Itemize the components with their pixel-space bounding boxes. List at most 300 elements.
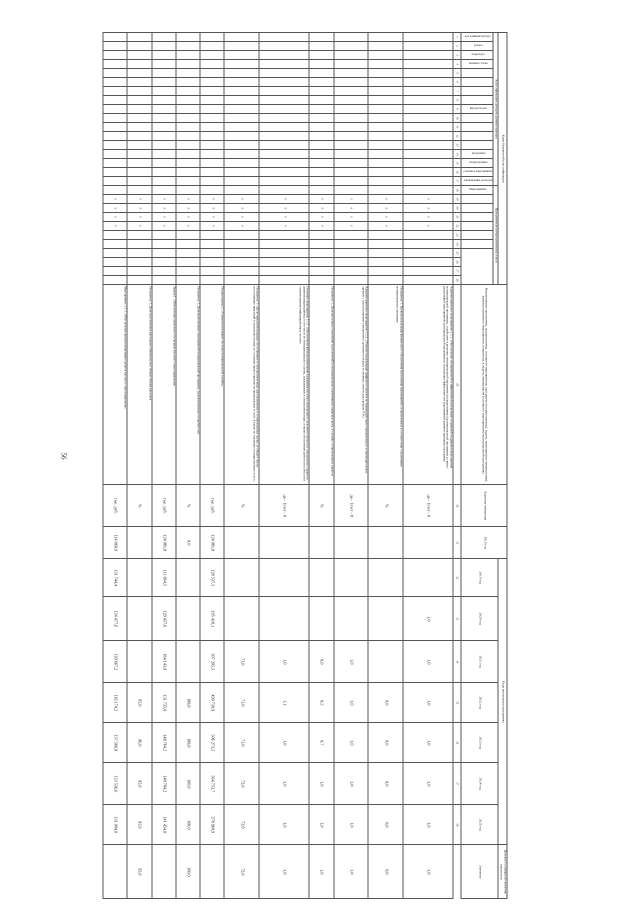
year-value-cell: 1,0 (403, 641, 453, 683)
code-cell (103, 177, 127, 186)
year-value-cell: 100,0 (176, 805, 200, 845)
column-number: 13 (453, 141, 461, 150)
column-number: 37 (453, 763, 461, 805)
unit-cell: тыс. руб. (103, 485, 127, 527)
code-cell (127, 276, 151, 285)
code-cell (259, 60, 309, 69)
code-cell (200, 51, 224, 60)
code-cell (368, 33, 403, 42)
code-cell (309, 42, 333, 51)
code-cell (200, 105, 224, 114)
year-value-cell: 499 730,9 (200, 683, 224, 723)
code-cell (259, 150, 309, 159)
year-value-cell: 1,0 (309, 805, 333, 845)
row-description: Основное мероприятие 1.1.3. «Обеспечение функционирования и развития системы электронного документооборота и электронных сервисов администрации района, в том числе по муниципальным услугам, оказываемым в электронном виде, а также обеспечение работоспособности и сопровождения информационных систем» (259, 285, 309, 485)
code-cell (259, 168, 309, 177)
code-cell (368, 123, 403, 132)
code-cell (152, 123, 176, 132)
table-body (103, 33, 453, 899)
year-value-cell: 100,0 (176, 683, 200, 723)
unit-column-header: Единица измерения (461, 485, 507, 527)
unit-cell: тыс. руб. (152, 485, 176, 527)
code-cell: 0 (403, 222, 453, 231)
year-value-cell: 71,0 (224, 641, 259, 683)
column-number: 27 (453, 267, 461, 276)
code-cell (176, 141, 200, 150)
code-cell (127, 159, 151, 168)
code-cell (127, 105, 151, 114)
code-cell: 4 (200, 204, 224, 213)
unit-cell: % (309, 485, 333, 527)
code-cell (152, 78, 176, 87)
year-value-cell: 1,0 (334, 805, 369, 845)
year-value-cell: 278 960,9 (200, 805, 224, 845)
code-cell: 0 (224, 222, 259, 231)
result-value-cell (103, 845, 127, 899)
table-row (200, 33, 224, 899)
code-cell (403, 42, 453, 51)
code-cell (309, 150, 333, 159)
year-value-cell: 100,0 (176, 763, 200, 805)
code-cell (368, 114, 403, 123)
code-cell (403, 123, 453, 132)
code-cell (152, 258, 176, 267)
code-cell (127, 87, 151, 96)
code-cell (334, 150, 369, 159)
year-value-cell: 1,0 (334, 763, 369, 805)
code-cell (103, 33, 127, 42)
code-cell (259, 78, 309, 87)
code-cell (224, 177, 259, 186)
year-value-cell (224, 597, 259, 641)
year-value-cell: 195 418,1 (200, 597, 224, 641)
code-cell: 0 (127, 222, 151, 231)
year-value-cell: 100,0 (176, 723, 200, 763)
year-value-cell: 1,0 (403, 763, 453, 805)
base-year-header: 2018 год (461, 527, 507, 559)
code-cell (152, 249, 176, 258)
year-value-cell (127, 559, 151, 597)
table-row (127, 33, 151, 899)
code-cell (176, 105, 200, 114)
year-value-cell: 116 174,2 (103, 683, 127, 723)
adm-code-column-header (461, 78, 493, 87)
column-numbers-row (453, 33, 461, 899)
column-number: 28 (453, 276, 461, 285)
code-cell (176, 159, 200, 168)
column-number: 29 (453, 285, 461, 485)
year-value-cell (224, 559, 259, 597)
code-cell (152, 114, 176, 123)
table-row (224, 33, 259, 899)
code-cell (200, 132, 224, 141)
table-row (152, 33, 176, 899)
code-cell (259, 267, 309, 276)
code-cell (127, 42, 151, 51)
year-value-cell: 1,0 (259, 641, 309, 683)
column-number: 32 (453, 559, 461, 597)
code-cell (200, 69, 224, 78)
row-description: Мероприятие 1.1.1. «Обеспечение функционирования органов местного самоуправления» (103, 285, 127, 485)
column-number: 3 (453, 51, 461, 60)
code-cell (368, 78, 403, 87)
adm-code-column-header (461, 114, 493, 123)
year-value-cell: 1,1 (259, 683, 309, 723)
code-cell (368, 60, 403, 69)
result-value-cell: 1,0 (259, 845, 309, 899)
adm-code-column-header (461, 105, 493, 114)
code-cell (176, 150, 200, 159)
code-cell: 4 (176, 204, 200, 213)
code-cell (403, 276, 453, 285)
year-header: 2025 год (461, 805, 498, 845)
code-cell (309, 78, 333, 87)
code-cell (152, 186, 176, 195)
code-cell: 0 (176, 222, 200, 231)
code-cell (368, 105, 403, 114)
column-number: 22 (453, 222, 461, 231)
year-value-cell: 1,0 (403, 683, 453, 723)
code-cell (103, 105, 127, 114)
code-cell (224, 87, 259, 96)
base-value-cell (368, 527, 403, 559)
code-cell: 0 (127, 213, 151, 222)
code-cell (403, 249, 453, 258)
code-cell: 0 (200, 195, 224, 204)
prog-code-column-header (461, 168, 493, 177)
year-value-cell: 95,0 (127, 683, 151, 723)
code-cell (200, 150, 224, 159)
code-cell (200, 123, 224, 132)
code-cell (403, 60, 453, 69)
code-cell (224, 276, 259, 285)
code-cell (403, 114, 453, 123)
code-cell (127, 132, 151, 141)
code-cell (152, 231, 176, 240)
code-cell (403, 240, 453, 249)
code-cell (403, 105, 453, 114)
unit-cell: да - 1/нет - 0 (334, 485, 369, 527)
year-value-cell (259, 559, 309, 597)
row-description: Показатель 1. «Доля заявлений граждан, поступивших в электронном виде, рассмотренных в установленные сроки, от общего числа поступивших заявлений в электронном виде, по которым предоставлены муниципальные услуги, а также по оказанию государственных услуг» (224, 285, 259, 485)
code-cell: 0 (103, 222, 127, 231)
code-cell (103, 141, 127, 150)
code-cell (309, 69, 333, 78)
year-value-cell: 137 566,0 (103, 723, 127, 763)
unit-cell: % (176, 485, 200, 527)
year-value-cell: 0,7 (309, 723, 333, 763)
code-cell (403, 168, 453, 177)
code-cell (176, 78, 200, 87)
adm-code-column-label: вид расходов (469, 106, 487, 111)
code-cell (200, 33, 224, 42)
code-cell (127, 123, 151, 132)
code-cell (152, 168, 176, 177)
code-cell (152, 141, 176, 150)
code-cell (259, 258, 309, 267)
page-number: 56 (59, 452, 68, 460)
code-cell (224, 141, 259, 150)
code-cell (334, 159, 369, 168)
code-cell (368, 141, 403, 150)
code-cell: 4 (259, 204, 309, 213)
code-cell (152, 105, 176, 114)
year-header: 2023 год (461, 723, 498, 763)
code-cell (309, 186, 333, 195)
column-number: 14 (453, 150, 461, 159)
code-cell (152, 42, 176, 51)
code-cell (176, 231, 200, 240)
code-cell (103, 132, 127, 141)
code-cell (127, 249, 151, 258)
code-cell (224, 159, 259, 168)
code-cell (200, 60, 224, 69)
unit-cell: % (127, 485, 151, 527)
program-indicators-table (103, 32, 508, 899)
code-cell (309, 60, 333, 69)
code-cell (103, 276, 127, 285)
prog-code-column-header (461, 186, 493, 195)
code-cell (368, 249, 403, 258)
code-cell (103, 267, 127, 276)
column-number: 36 (453, 723, 461, 763)
code-cell (368, 186, 403, 195)
year-header: 2022 год (461, 683, 498, 723)
code-cell (403, 51, 453, 60)
table-row (103, 33, 127, 899)
code-cell: 0 (152, 213, 176, 222)
table-row (403, 33, 453, 899)
table-row (334, 33, 369, 899)
code-cell (103, 42, 127, 51)
code-cell: 0 (176, 213, 200, 222)
code-cell (152, 69, 176, 78)
code-cell (152, 150, 176, 159)
unit-cell: да - 1/нет - 0 (403, 485, 453, 527)
code-cell (259, 132, 309, 141)
code-cell (103, 78, 127, 87)
code-cell (334, 96, 369, 105)
codes-group-header: Коды бюджетной классификации (498, 33, 507, 285)
code-cell (334, 249, 369, 258)
prog-group-header: Программная (непрограммная) статья (493, 186, 498, 285)
code-cell: 0 (259, 195, 309, 204)
column-number: 18 (453, 186, 461, 195)
code-cell (176, 258, 200, 267)
code-cell: 0 (403, 213, 453, 222)
year-value-cell (368, 597, 403, 641)
code-cell (152, 96, 176, 105)
code-cell (259, 42, 309, 51)
result-value-cell: 72,0 (224, 845, 259, 899)
year-value-cell (259, 597, 309, 641)
column-number: 34 (453, 641, 461, 683)
column-number: 21 (453, 213, 461, 222)
name-column-header: Наименование программы, подпрограммы, основного мероприятия, программы (подпрограммы), задачи, мероприятия (направления), административного мероприятия, показателя, в задачи, мероприятия (основного мероприятия) муниципальной программы (461, 285, 507, 485)
result-value-cell (152, 845, 176, 899)
code-cell (259, 87, 309, 96)
code-cell (176, 33, 200, 42)
result-value-cell: 1,0 (334, 845, 369, 899)
code-cell (127, 258, 151, 267)
year-value-cell: 0,0 (368, 723, 403, 763)
code-cell (368, 132, 403, 141)
code-cell (259, 114, 309, 123)
column-number: 10 (453, 114, 461, 123)
code-cell (259, 141, 309, 150)
code-cell (334, 87, 369, 96)
column-number: 25 (453, 249, 461, 258)
code-cell (403, 78, 453, 87)
adm-code-column-header (461, 51, 493, 60)
code-cell (127, 51, 151, 60)
code-cell (368, 267, 403, 276)
year-value-cell: 131 744,4 (103, 559, 127, 597)
code-cell (403, 96, 453, 105)
year-value-cell: 1,0 (259, 723, 309, 763)
code-cell (103, 249, 127, 258)
code-cell (368, 87, 403, 96)
year-value-cell (334, 559, 369, 597)
code-cell: 0 (103, 213, 127, 222)
code-cell (368, 177, 403, 186)
prog-code-column-header (461, 231, 493, 240)
code-cell (309, 105, 333, 114)
table-row (259, 33, 309, 899)
code-cell (224, 42, 259, 51)
year-value-cell: 1,0 (334, 683, 369, 723)
code-cell (403, 267, 453, 276)
year-value-cell: 124 477,6 (103, 597, 127, 641)
code-cell: 4 (152, 204, 176, 213)
code-cell (224, 105, 259, 114)
code-cell (152, 276, 176, 285)
year-value-cell: 1,0 (403, 723, 453, 763)
code-cell (200, 177, 224, 186)
adm-code-column-label: целевая статья (468, 61, 488, 66)
code-cell (224, 96, 259, 105)
code-cell (127, 231, 151, 240)
code-cell (103, 159, 127, 168)
year-value-cell: 133 536,6 (103, 763, 127, 805)
result-value-cell: 1,0 (309, 845, 333, 899)
code-cell (334, 186, 369, 195)
code-cell (334, 276, 369, 285)
code-cell (200, 96, 224, 105)
code-cell (259, 105, 309, 114)
code-cell (334, 78, 369, 87)
adm-code-column-header (461, 123, 493, 132)
code-cell (152, 240, 176, 249)
year-header: 2020 год (461, 597, 498, 641)
unit-cell: % (224, 485, 259, 527)
year-value-cell (176, 597, 200, 641)
code-cell (103, 231, 127, 240)
year-value-cell: 1,0 (259, 805, 309, 845)
column-number: 19 (453, 195, 461, 204)
code-cell (103, 69, 127, 78)
code-cell (103, 186, 127, 195)
code-cell (103, 114, 127, 123)
adm-code-column-label: подраздел (471, 52, 485, 57)
code-cell (200, 276, 224, 285)
code-cell (127, 168, 151, 177)
code-cell: 0 (368, 222, 403, 231)
column-number: 12 (453, 132, 461, 141)
code-cell (127, 267, 151, 276)
code-cell (127, 69, 151, 78)
row-description: Административное мероприятие 1.1.2. «Участие в реализации цифрового проекта по взаимодействию учредительных и законодательных органов с использованием электронного документооборота и смежных систем для органов ГОС» (334, 285, 369, 485)
year-value-cell: 131 094,0 (103, 805, 127, 845)
base-value-cell: 124 981,8 (152, 527, 176, 559)
code-cell (368, 168, 403, 177)
code-cell (103, 87, 127, 96)
column-number: 5 (453, 69, 461, 78)
adm-code-column-header (461, 42, 493, 51)
year-value-cell: 164 143,9 (152, 641, 176, 683)
code-cell (403, 186, 453, 195)
code-cell (176, 60, 200, 69)
code-cell (334, 33, 369, 42)
code-cell (200, 141, 224, 150)
year-value-cell (368, 641, 403, 683)
code-cell (152, 177, 176, 186)
code-cell (403, 132, 453, 141)
code-cell (403, 258, 453, 267)
code-cell (334, 105, 369, 114)
code-cell: 0 (152, 222, 176, 231)
code-cell (152, 267, 176, 276)
code-cell (152, 87, 176, 96)
code-cell (334, 168, 369, 177)
code-cell (224, 78, 259, 87)
code-cell (403, 231, 453, 240)
column-number: 38 (453, 805, 461, 845)
code-cell (403, 69, 453, 78)
code-cell (176, 186, 200, 195)
code-cell (176, 177, 200, 186)
code-cell: 0 (334, 213, 369, 222)
code-cell (334, 141, 369, 150)
column-number: 4 (453, 60, 461, 69)
code-cell: 4 (403, 204, 453, 213)
year-value-cell: 95,0 (127, 805, 151, 845)
code-cell (200, 231, 224, 240)
code-cell (259, 33, 309, 42)
code-cell: 4 (103, 204, 127, 213)
year-value-cell: 72,0 (224, 805, 259, 845)
code-cell (259, 69, 309, 78)
code-cell (309, 87, 333, 96)
code-cell (368, 159, 403, 168)
code-cell (334, 51, 369, 60)
code-cell: 4 (368, 204, 403, 213)
year-header: 2021 год (461, 641, 498, 683)
code-cell: 0 (176, 195, 200, 204)
year-value-cell (127, 641, 151, 683)
row-description: Показатель 1. Доля исполненных расходных обязательств в общем объеме расходов (127, 285, 151, 485)
code-cell (309, 159, 333, 168)
code-cell (259, 276, 309, 285)
year-value-cell: 141 454,0 (152, 805, 176, 845)
result-value-cell (200, 845, 224, 899)
prog-code-column-header (461, 222, 493, 231)
prog-code-column-label: направление расходов (464, 178, 493, 183)
code-cell (176, 249, 200, 258)
column-number: 31 (453, 527, 461, 559)
code-cell (259, 177, 309, 186)
code-cell (334, 240, 369, 249)
